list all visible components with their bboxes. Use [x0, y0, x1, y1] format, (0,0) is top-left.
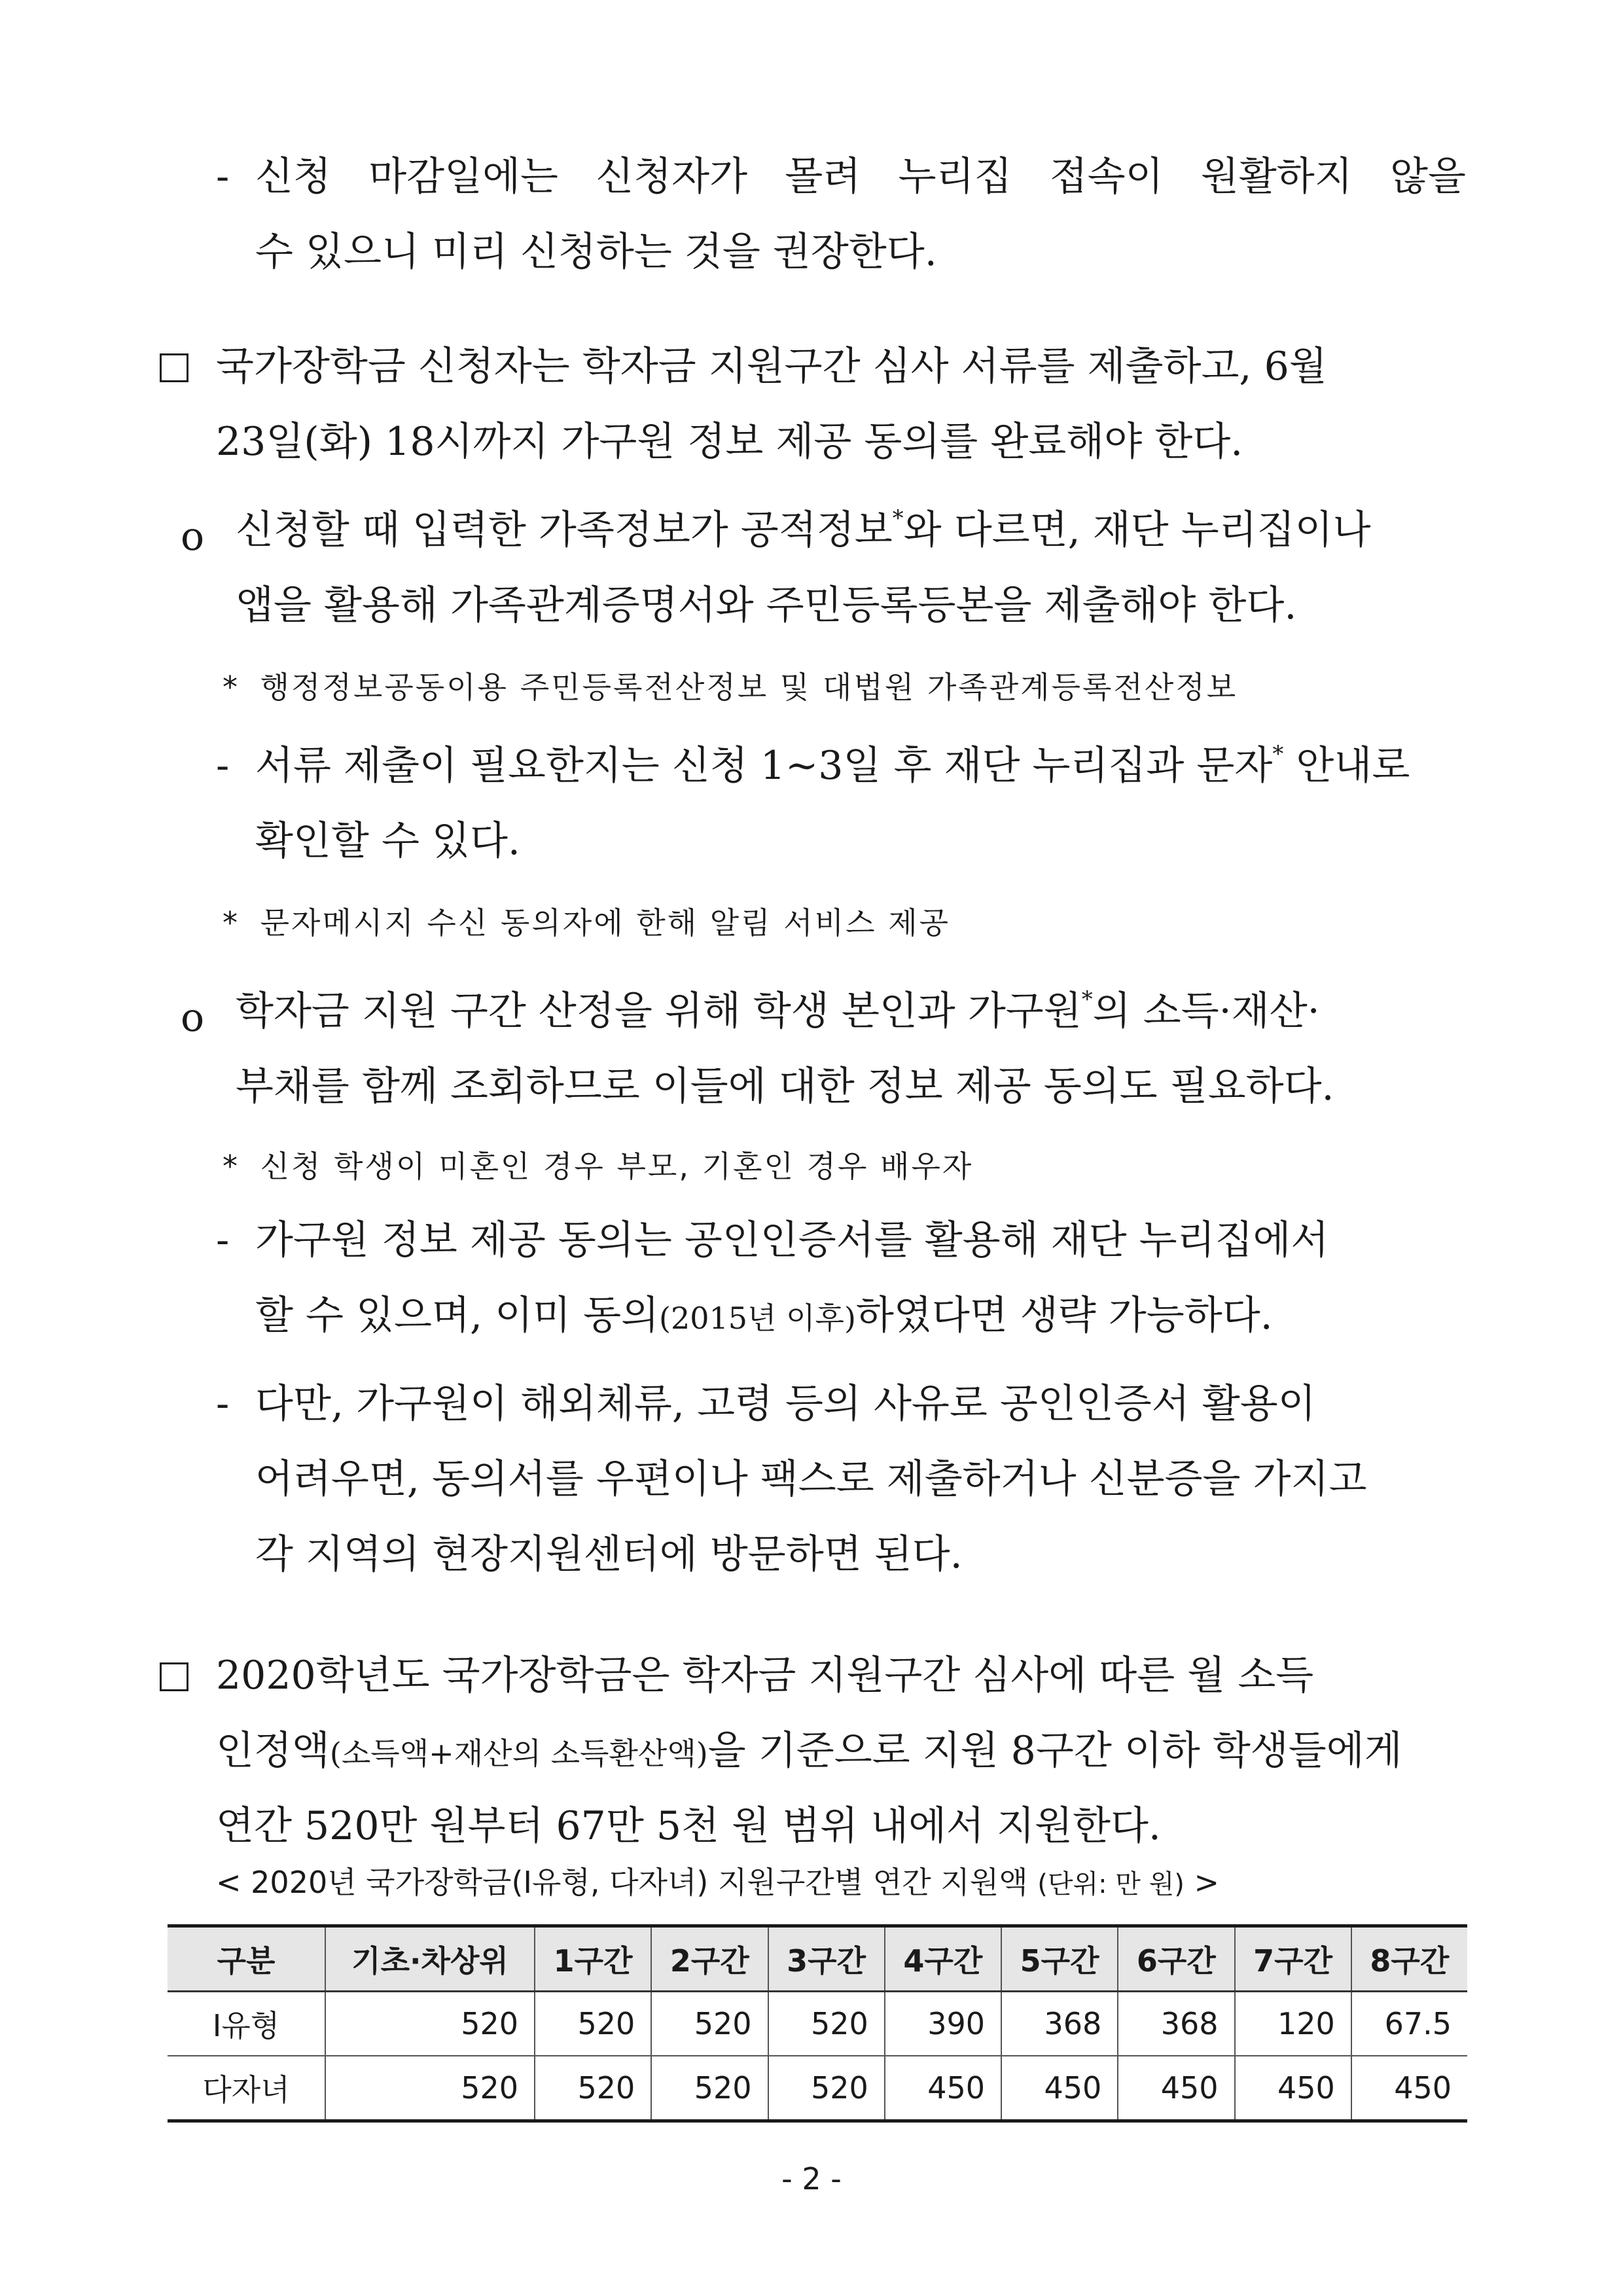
sec2-line1: 2020학년도 국가장학금은 학자금 지원구간 심사에 따른 월 소득: [216, 1653, 1314, 1698]
table-header-row: [168, 1926, 1467, 1992]
sec0-dash1-line1: [255, 151, 1466, 203]
sec1-line2: 23일(화) 18시까지 가구원 정보 제공 동의를 완료해야 한다.: [216, 419, 1243, 465]
table-cell: 520: [535, 1992, 651, 2056]
table-cell: 450: [1118, 2056, 1234, 2121]
col-header: 8구간: [1351, 1926, 1467, 1992]
row-label: Ⅰ유형: [168, 1992, 325, 2056]
text: 와 다르면, 재단 누리집이나: [903, 507, 1371, 553]
sec1-dash4-line3: 각 지역의 현장지원센터에 방문하면 된다.: [255, 1532, 963, 1577]
section-checkbox-1: [160, 353, 188, 382]
support-amount-table: [168, 1924, 1467, 2123]
col-header: 4구간: [885, 1926, 1001, 1992]
text: 서류 제출이 필요한지는 신청 1~3일 후 재단 누리집과 문자: [255, 743, 1273, 789]
note-text: 신청 학생이 미혼인 경우 부모, 기혼인 경우 배우자: [260, 1149, 974, 1184]
note-marker: *: [223, 1149, 240, 1184]
word: 원활하지: [1200, 154, 1353, 200]
sec1-bullet1-note: [223, 668, 1238, 707]
word: 않을: [1389, 154, 1466, 200]
sec2-line3: 연간 520만 원부터 67만 5천 원 범위 내에서 지원한다.: [216, 1803, 1161, 1849]
sec1-bullet1-line1: [236, 504, 1371, 556]
bullet-marker: o: [181, 995, 205, 1041]
dash-marker: -: [216, 1381, 230, 1427]
text: 을 기준으로 지원 8구간 이하 학생들에게: [707, 1728, 1402, 1774]
table-cell: 368: [1118, 1992, 1234, 2056]
sec1-bullet2-line2: 부채를 함께 조회하므로 이들에 대한 정보 제공 동의도 필요하다.: [236, 1064, 1334, 1109]
sec1-bullet2-note: [223, 1147, 973, 1186]
text: 안내로: [1296, 743, 1410, 789]
table-cell: 450: [885, 2056, 1001, 2121]
table-cell: 520: [768, 2056, 885, 2121]
table-cell: 520: [651, 2056, 768, 2121]
section-checkbox-2: [160, 1662, 188, 1691]
text-small: (소득액+재산의 소득환산액): [329, 1736, 708, 1771]
word: 접속이: [1049, 154, 1164, 200]
dash-marker: -: [216, 154, 230, 200]
note-text: 문자메시지 수신 동의자에 한해 알림 서비스 제공: [260, 905, 951, 941]
table-cell: 520: [651, 1992, 768, 2056]
text: 인정액: [216, 1728, 330, 1774]
sec1-dash3-line1: 가구원 정보 제공 동의는 공인인증서를 활용해 재단 누리집에서: [255, 1217, 1329, 1263]
sec1-dash2-note: [223, 903, 950, 942]
footnote-mark: *: [1272, 741, 1284, 767]
sec1-dash3-line2: [255, 1289, 1273, 1344]
caption-end: >: [1194, 1865, 1220, 1900]
col-header: 기초·차상위: [325, 1926, 535, 1992]
table-caption: [216, 1863, 1219, 1904]
word: 누리집: [898, 154, 1012, 200]
word: 마감일에는: [368, 154, 558, 200]
dash-marker: -: [216, 1217, 230, 1263]
sec1-bullet2-line1: [236, 985, 1320, 1037]
sec1-dash2-line2: 확인할 수 있다.: [255, 818, 520, 864]
table-cell: 520: [325, 1992, 535, 2056]
col-header: 6구간: [1118, 1926, 1234, 1992]
col-header: 2구간: [651, 1926, 768, 1992]
table-cell: 120: [1235, 1992, 1351, 2056]
col-header: 1구간: [535, 1926, 651, 1992]
caption-unit: (단위: 만 원): [1037, 1869, 1185, 1899]
text: 의 소득·재산·: [1092, 988, 1320, 1034]
word: 신청자가: [596, 154, 748, 200]
sec0-dash1-line2: 수 있으니 미리 신청하는 것을 권장한다.: [255, 229, 937, 275]
table-cell: 450: [1351, 2056, 1467, 2121]
sec2-line2: [216, 1725, 1402, 1780]
table-cell: 520: [325, 2056, 535, 2121]
row-label: 다자녀: [168, 2056, 325, 2121]
text-small: (2015년 이후): [659, 1300, 856, 1336]
table-cell: 390: [885, 1992, 1001, 2056]
table-cell: 67.5: [1351, 1992, 1467, 2056]
text: 하였다면 생략 가능하다.: [855, 1293, 1273, 1338]
sec1-dash2-line1: [255, 740, 1410, 792]
word: 신청: [255, 154, 331, 200]
bullet-marker: o: [181, 514, 205, 560]
dash-marker: -: [216, 743, 230, 789]
table-cell: 520: [768, 1992, 885, 2056]
table-cell: 368: [1001, 1992, 1118, 2056]
note-marker: *: [223, 670, 240, 705]
table-row: [168, 2056, 1467, 2121]
note-marker: *: [223, 905, 240, 941]
text: 신청할 때 입력한 가족정보가 공적정보: [236, 507, 893, 553]
footnote-mark: *: [892, 505, 904, 531]
col-header: 3구간: [768, 1926, 885, 1992]
footnote-mark: *: [1081, 986, 1093, 1013]
sec1-line1: 국가장학금 신청자는 학자금 지원구간 심사 서류를 제출하고, 6월: [216, 344, 1327, 389]
table-cell: 450: [1001, 2056, 1118, 2121]
sec1-dash4-line2: 어려우면, 동의서를 우편이나 팩스로 제출하거나 신분증을 가지고: [255, 1456, 1367, 1502]
text: 학자금 지원 구간 산정을 위해 학생 본인과 가구원: [236, 988, 1082, 1034]
sec1-bullet1-line2: 앱을 활용해 가족관계증명서와 주민등록등본을 제출해야 한다.: [236, 583, 1297, 628]
table-cell: 450: [1235, 2056, 1351, 2121]
col-header: 7구간: [1235, 1926, 1351, 1992]
caption-main: < 2020년 국가장학금(Ⅰ유형, 다자녀) 지원구간별 연간 지원액: [216, 1865, 1028, 1900]
page-number: - 2 -: [781, 2161, 842, 2197]
table-cell: 520: [535, 2056, 651, 2121]
sec1-dash4-line1: 다만, 가구원이 해외체류, 고령 등의 사유로 공인인증서 활용이: [255, 1381, 1316, 1427]
note-text: 행정정보공동이용 주민등록전산정보 및 대법원 가족관계등록전산정보: [260, 670, 1238, 705]
word: 몰려: [785, 154, 861, 200]
table-row: [168, 1992, 1467, 2056]
col-header: 5구간: [1001, 1926, 1118, 1992]
text: 할 수 있으며, 이미 동의: [255, 1293, 660, 1338]
col-header: 구분: [168, 1926, 325, 1992]
